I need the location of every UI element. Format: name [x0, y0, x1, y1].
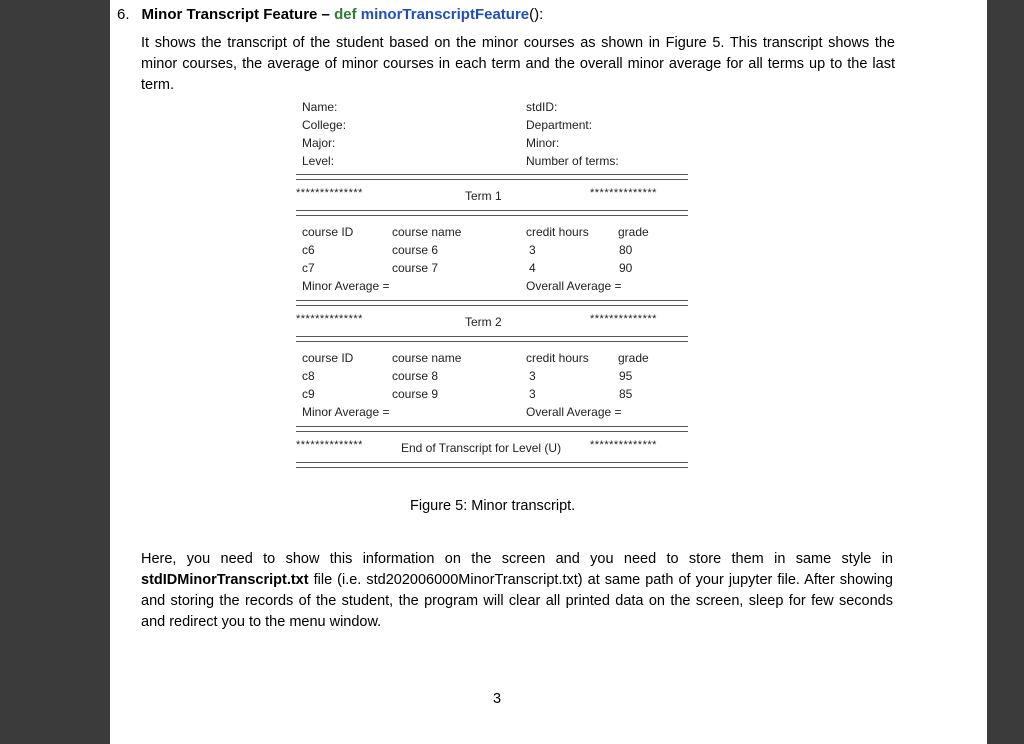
cell-course-name: course 9	[392, 387, 439, 401]
code-keyword: def	[334, 6, 357, 23]
label-name: Name:	[302, 100, 338, 114]
cell-course-name: course 7	[392, 261, 439, 275]
code-function-name: minorTranscriptFeature	[360, 6, 530, 23]
cell-credit-hours: 3	[529, 369, 536, 383]
overall-average-label: Overall Average =	[526, 279, 622, 293]
label-department: Department:	[526, 118, 593, 132]
col-course-name: course name	[392, 225, 462, 239]
cell-grade: 80	[619, 243, 633, 257]
label-college: College:	[302, 118, 347, 132]
term-label: Term 1	[465, 189, 502, 203]
col-credit-hours: credit hours	[526, 351, 589, 365]
figure-caption: Figure 5: Minor transcript.	[410, 498, 576, 514]
label-major: Major:	[302, 136, 336, 150]
stars-right: **************	[590, 187, 657, 199]
transcript-figure	[296, 97, 688, 481]
separator-line	[296, 300, 688, 306]
cell-grade: 95	[619, 369, 633, 383]
cell-credit-hours: 4	[529, 261, 536, 275]
separator-line	[296, 336, 688, 342]
cell-grade: 90	[619, 261, 633, 275]
intro-paragraph: It shows the transcript of the student based on the minor courses as shown in Figure 5. This transcript shows the minor courses, the average of minor courses in each term and the overall minor average for all terms up to the last term.	[141, 35, 895, 93]
filename-bold: stdIDMinorTranscript.txt	[141, 572, 309, 588]
cell-course-id: c6	[302, 243, 315, 257]
stars-left: **************	[296, 313, 363, 325]
cell-credit-hours: 3	[529, 387, 536, 401]
end-of-transcript-label: End of Transcript for Level (U)	[401, 441, 562, 455]
stars-left: **************	[296, 439, 363, 451]
section-number: 6.	[117, 6, 130, 23]
stars-right: **************	[590, 313, 657, 325]
col-grade: grade	[618, 351, 649, 365]
cell-course-name: course 6	[392, 243, 439, 257]
body-paragraph: Here, you need to show this information on the screen and you need to store them in same style in stdIDMinorTranscript.txt file (i.e. std202006000MinorTranscript.txt) at same path of your jupyter file. After showing and storing the records of the student, the program will clear all printed data on the screen, sleep for few seconds and redirect you to the menu window.	[141, 551, 893, 630]
section-heading	[117, 6, 543, 23]
col-grade: grade	[618, 225, 649, 239]
col-course-name: course name	[392, 351, 462, 365]
label-number-of-terms: Number of terms:	[526, 154, 619, 168]
section-dash: –	[317, 6, 335, 23]
cell-credit-hours: 3	[529, 243, 536, 257]
separator-line	[296, 210, 688, 216]
overall-average-label: Overall Average =	[526, 405, 622, 419]
cell-course-name: course 8	[392, 369, 439, 383]
separator-line	[296, 462, 688, 468]
document-page	[110, 0, 987, 744]
section-title: Minor Transcript Feature	[141, 6, 318, 23]
label-minor: Minor:	[526, 136, 560, 150]
cell-course-id: c9	[302, 387, 315, 401]
stars-left: **************	[296, 187, 363, 199]
separator-line	[296, 174, 688, 180]
label-stdid: stdID:	[526, 100, 558, 114]
minor-average-label: Minor Average =	[302, 279, 390, 293]
cell-grade: 85	[619, 387, 633, 401]
separator-line	[296, 426, 688, 432]
stars-right: **************	[590, 439, 657, 451]
label-level: Level:	[302, 154, 335, 168]
minor-average-label: Minor Average =	[302, 405, 390, 419]
col-course-id: course ID	[302, 225, 354, 239]
page-number: 3	[493, 691, 502, 707]
col-credit-hours: credit hours	[526, 225, 589, 239]
term-label: Term 2	[465, 315, 502, 329]
cell-course-id: c8	[302, 369, 315, 383]
code-signature-suffix: ():	[529, 6, 544, 23]
cell-course-id: c7	[302, 261, 315, 275]
col-course-id: course ID	[302, 351, 354, 365]
